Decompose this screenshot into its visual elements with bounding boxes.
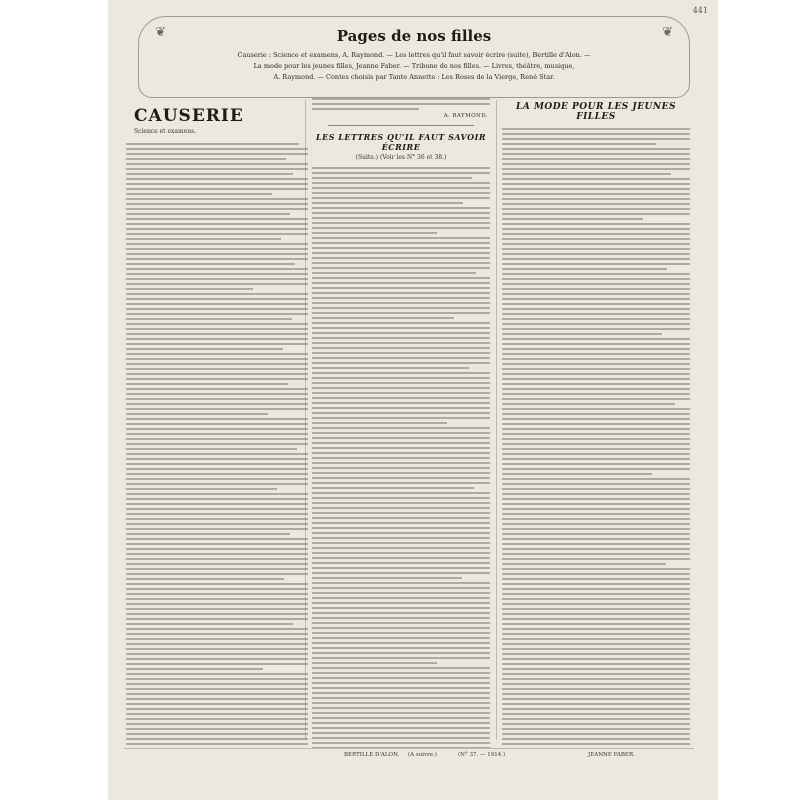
mode-headline: LA MODE POUR LES JEUNES FILLES [516,102,676,122]
column-divider [496,100,497,740]
lettres-subheadline: (Suite.) (Voir les N° 36 et 38.) [355,154,447,161]
text-block [308,167,494,748]
header-contents-line-2: La mode pour les jeunes filles, Jeanne Faber. — Tribune de nos filles. — Livres, théâtre, musique, [253,62,575,70]
causerie-title: CAUSERIE [134,106,244,126]
section-header [138,16,690,98]
header-contents-line-3: A. Raymond. — Contes choisis par Tante Annette : Les Roses de la Vierge, René Star. [273,73,555,81]
left-flourish-icon: ❦ [155,25,166,40]
column-mode [498,98,694,748]
newspaper-page [108,0,718,800]
page-title: Pages de nos filles [336,27,492,45]
right-flourish-icon: ❦ [662,25,673,40]
lettres-headline: LES LETTRES QU'IL FAUT SAVOIR ÉCRIRE [316,132,486,152]
signature-alon: BERTILLE D'ALON. [344,752,400,758]
signature-faber: JEANNE FABER. [588,752,635,758]
text-block [498,128,694,748]
footer-rule [124,748,694,749]
causerie-subtitle: Science et examens. [134,128,197,135]
header-contents-line-1: Causerie : Science et examens, A. Raymond. — Les lettres qu'il faut savoir écrire (suite), Bertille d'Alon. — [237,51,591,59]
text-block [124,143,310,748]
footer-continued: (A suivre.) [408,752,437,758]
column-lettres [308,98,494,748]
column-causerie [124,98,310,748]
page-number: 441 [692,6,708,15]
signature-raymond: A. RAYMOND. [443,113,488,119]
footer-issue: (N° 37. — 1914.) [458,752,506,758]
